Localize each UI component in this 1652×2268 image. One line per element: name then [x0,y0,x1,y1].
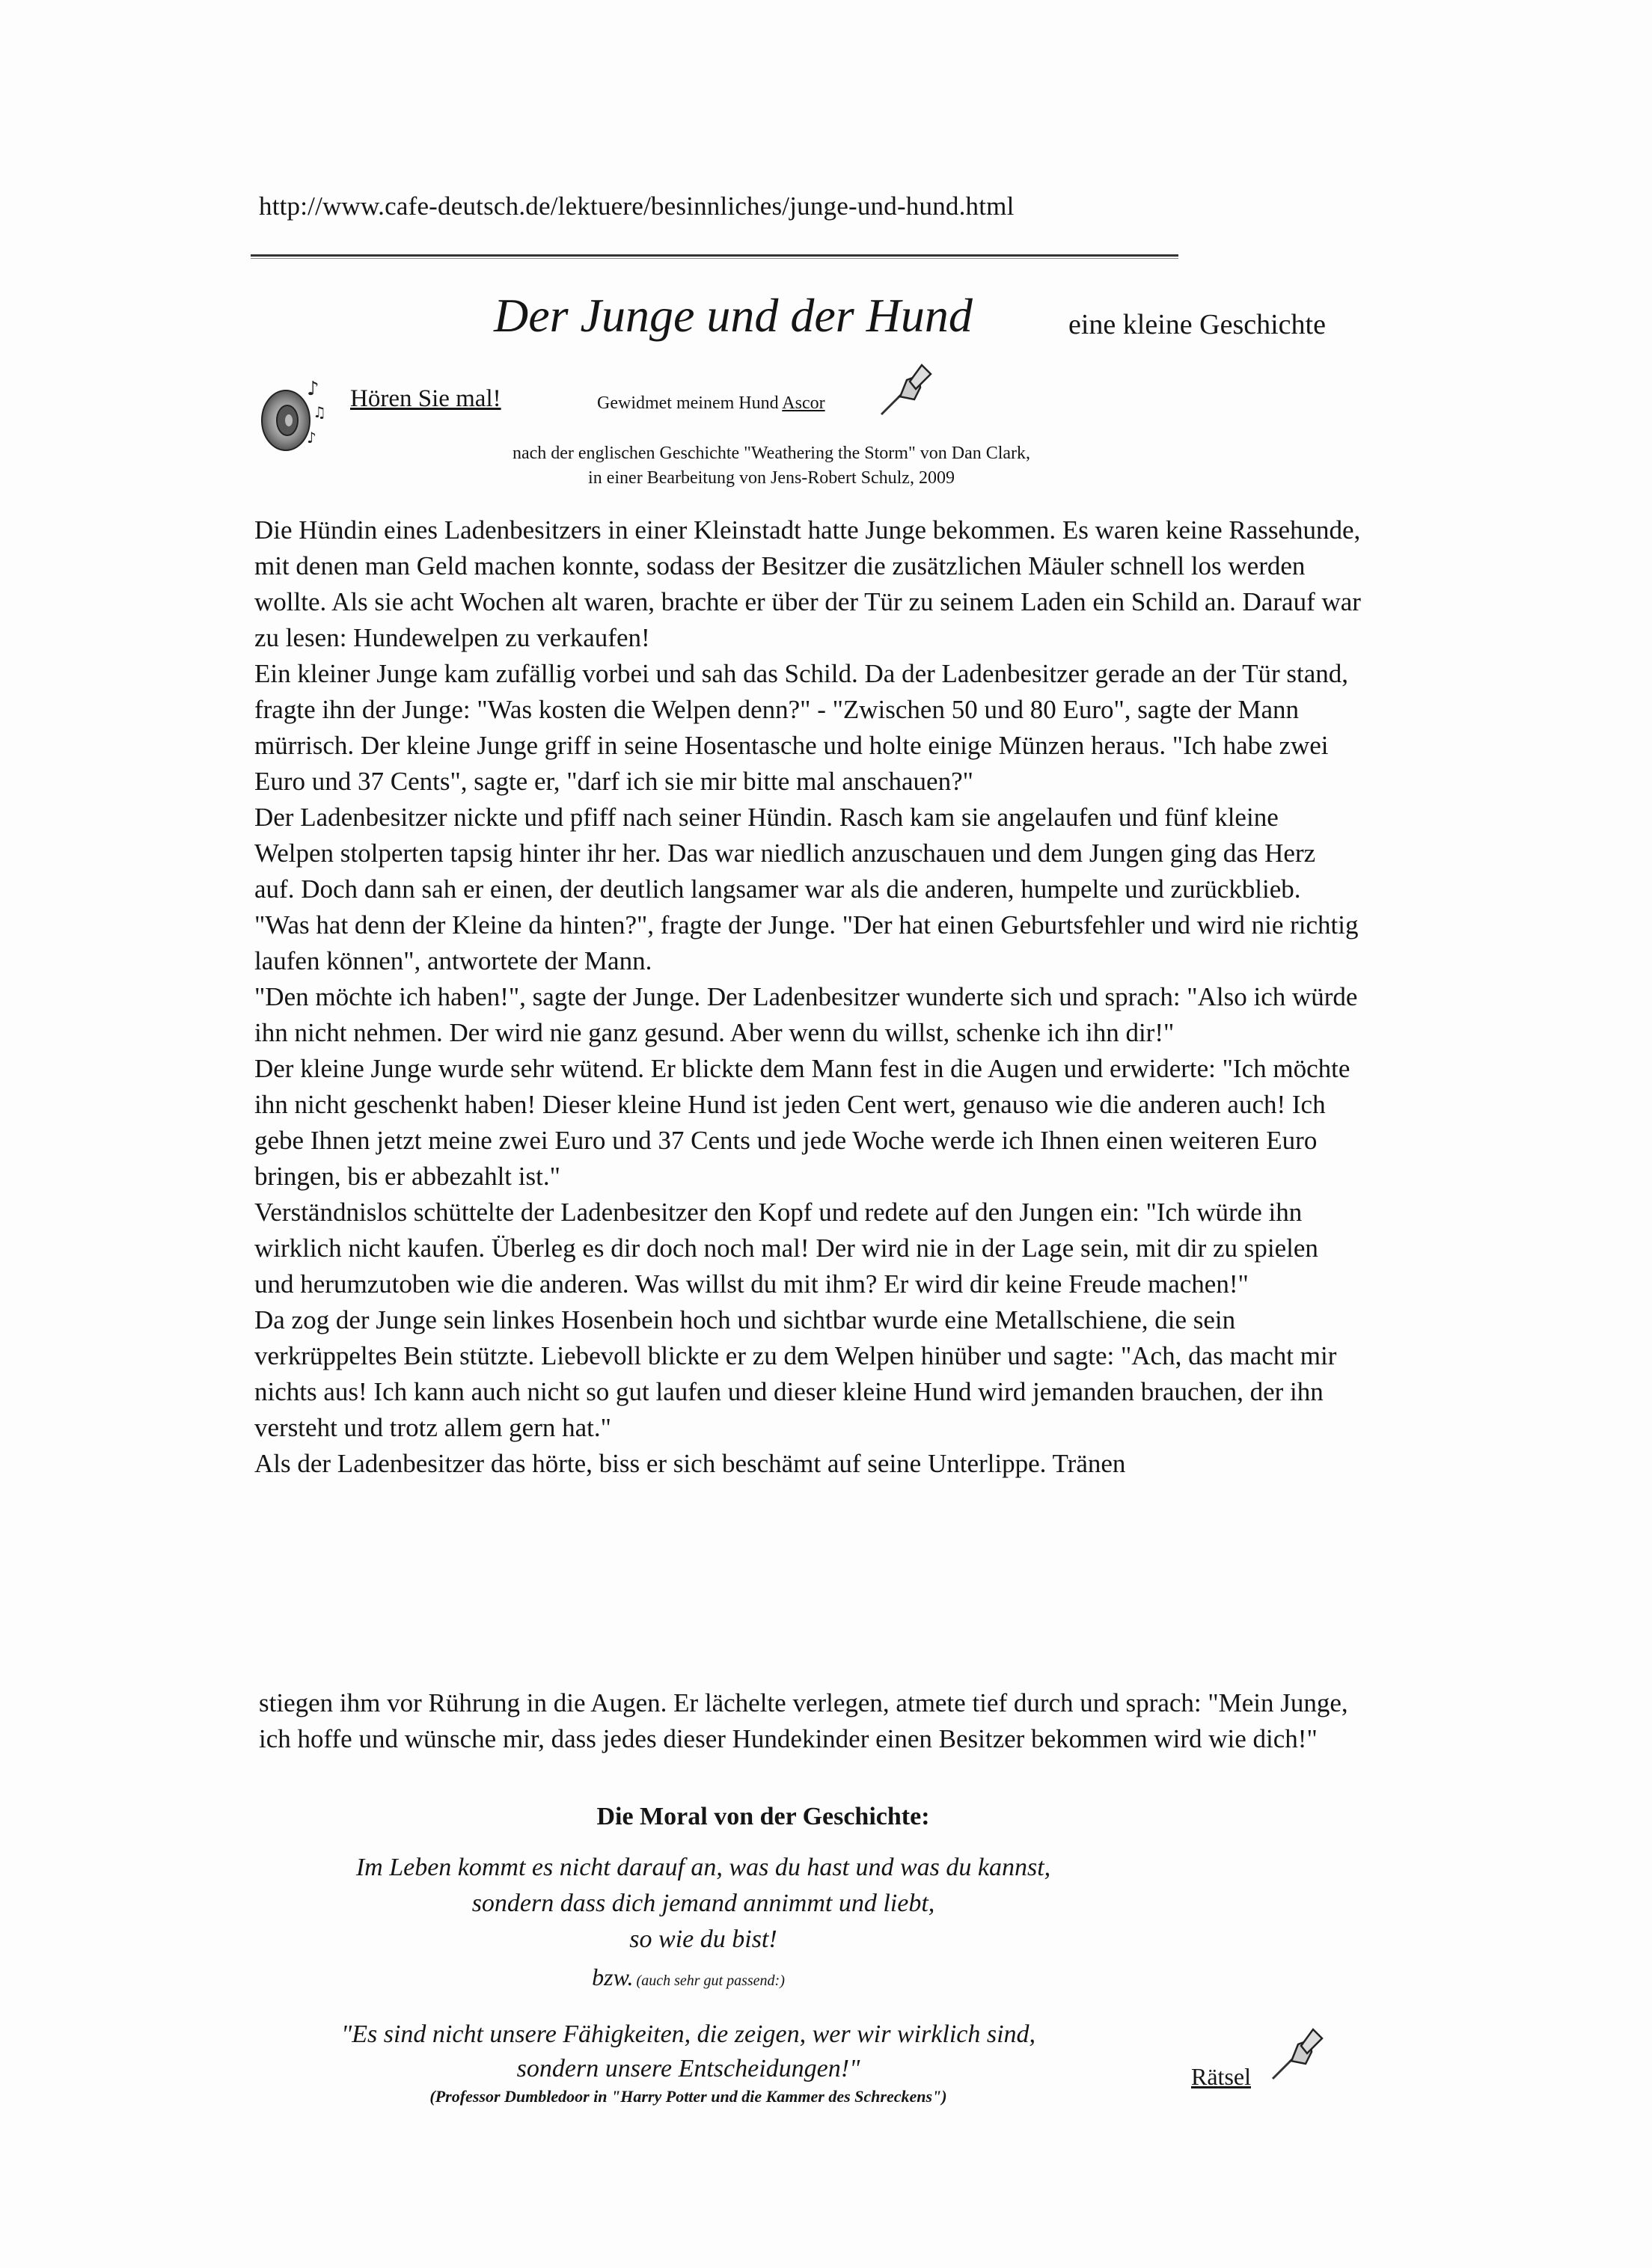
story-paragraph: Der Ladenbesitzer nickte und pfiff nach seiner Hündin. Rasch kam sie angelaufen und fünf kleine Welpen stolperten tapsig hinter ihr her. Das war niedlich anzuschauen und dem Jungen ging das Herz auf. Doch dann sah er einen, der deutlich langsamer war als die anderen, humpelte und zurückblieb. "Was hat denn der Kleine da hinten?", fragte der Junge. "Der hat einen Geburtsfehler und wird nie richtig laufen können", antwortete der Mann. [254,803,1359,975]
page-subtitle: eine kleine Geschichte [1068,309,1326,340]
story-paragraph: stiegen ihm vor Rührung in die Augen. Er lächelte verlegen, atmete tief durch und sprach: "Mein Junge, ich hoffe und wünsche mir, dass jedes dieser Hundekinder einen Besitzer bekommen wird wie dich!" [259,1688,1348,1753]
dedication-text: Gewidmet meinem Hund [597,393,783,413]
story-paragraph: Da zog der Junge sein linkes Hosenbein hoch und sichtbar wurde eine Metallschiene, die sein verkrüppeltes Bein stützte. Liebevoll blickte er zu dem Welpen hinüber und sagte: "Ach, das macht mir nichts aus! Ich kann auch nicht so gut laufen und dieser kleine Hund wird jemanden brauchen, der ihn versteht und trotz allem gern hat." [254,1305,1337,1442]
page-title: Der Junge und der Hund [494,289,973,342]
credit-line: in einer Bearbeitung von Jens-Robert Schulz, 2009 [588,468,955,488]
speaker-icon[interactable] [254,374,329,456]
ascor-link[interactable]: Ascor [782,393,825,413]
raetsel-link[interactable]: Rätsel [1191,2063,1251,2090]
credit-line: nach der englischen Geschichte "Weathering the Storm" von Dan Clark, [512,444,1031,463]
quote-attribution: (Professor Dumbledoor in "Harry Potter und die Kammer des Schreckens") [429,2087,947,2106]
story-paragraph: Ein kleiner Junge kam zufällig vorbei und sah das Schild. Da der Ladenbesitzer gerade an der Tür stand, fragte ihn der Junge: "Was kosten die Welpen denn?" - "Zwischen 50 und 80 Euro", sagte der Mann mürrisch. Der kleine Junge griff in seine Hosentasche und holte einige Münzen heraus. "Ich habe zwei Euro und 37 Cents", sagte er, "darf ich sie mir bitte mal anschauen?" [254,659,1349,796]
story-paragraph: Der kleine Junge wurde sehr wütend. Er blickte dem Mann fest in die Augen und erwiderte: "Ich möchte ihn nicht geschenkt haben! Dieser kleine Hund ist jeden Cent wert, genauso wie die anderen auch! Ich gebe Ihnen jetzt meine zwei Euro und 37 Cents und jede Woche werde ich Ihnen einen weiteren Euro bringen, bis er abbezahlt ist." [254,1054,1350,1191]
moral-line: so wie du bist! [629,1925,777,1953]
horizontal-rule [251,254,1178,259]
story-text-continued [259,1685,1366,1757]
alternative-note [516,1964,860,1991]
moral-heading: Die Moral von der Geschichte: [596,1803,930,1830]
story-paragraph: Die Hündin eines Ladenbesitzers in einer Kleinstadt hatte Junge bekommen. Es waren keine Rassehunde, mit denen man Geld machen konnte, sodass der Besitzer die zusätzlichen Mäuler schnell los werden wollte. Als sie acht Wochen alt waren, brachte er über der Tür zu seinem Laden ein Schild an. Darauf war zu lesen: Hundewelpen zu verkaufen! [254,515,1361,652]
story-paragraph: "Den möchte ich haben!", sagte der Junge. Der Ladenbesitzer wunderte sich und sprach: "Also ich würde ihn nicht nehmen. Der wird nie ganz gesund. Aber wenn du willst, schenke ich ihn dir!" [254,982,1358,1047]
source-url: http://www.cafe-deutsch.de/lektuere/besinnliches/junge-und-hund.html [259,191,1015,221]
moral-text [247,1850,1160,1958]
quote [254,2017,1122,2086]
listen-link[interactable]: Hören Sie mal! [350,385,501,412]
moral-line: Im Leben kommt es nicht darauf an, was du hast und was du kannst, [355,1854,1051,1881]
story-credit [453,441,1089,491]
dedication [597,393,825,414]
quote-line: sondern unsere Entscheidungen!" [516,2055,860,2082]
svg-text:♫: ♫ [313,403,326,421]
quote-line: "Es sind nicht unsere Fähigkeiten, die zeigen, wer wir wirklich sind, [340,2020,1036,2048]
bzw-word: bzw. [592,1964,634,1990]
svg-text:♪: ♪ [307,378,319,400]
story-text [254,512,1362,1482]
pushpin-icon[interactable] [1267,2023,1327,2083]
bzw-note: (auch sehr gut passend:) [636,1973,785,1989]
moral-line: sondern dass dich jemand annimmt und liebt, [471,1890,935,1917]
svg-text:♪: ♪ [307,429,316,447]
story-paragraph: Verständnislos schüttelte der Ladenbesitzer den Kopf und redete auf den Jungen ein: "Ich würde ihn wirklich nicht kaufen. Überleg es dir doch noch mal! Der wird nie in der Lage sein, mit dir zu spielen und herumzutoben wie die anderen. Was willst du mit ihm? Er wird dir keine Freude machen!" [254,1198,1318,1299]
pushpin-icon[interactable] [875,359,935,419]
story-paragraph: Als der Ladenbesitzer das hörte, biss er sich beschämt auf seine Unterlippe. Tränen [254,1449,1126,1478]
